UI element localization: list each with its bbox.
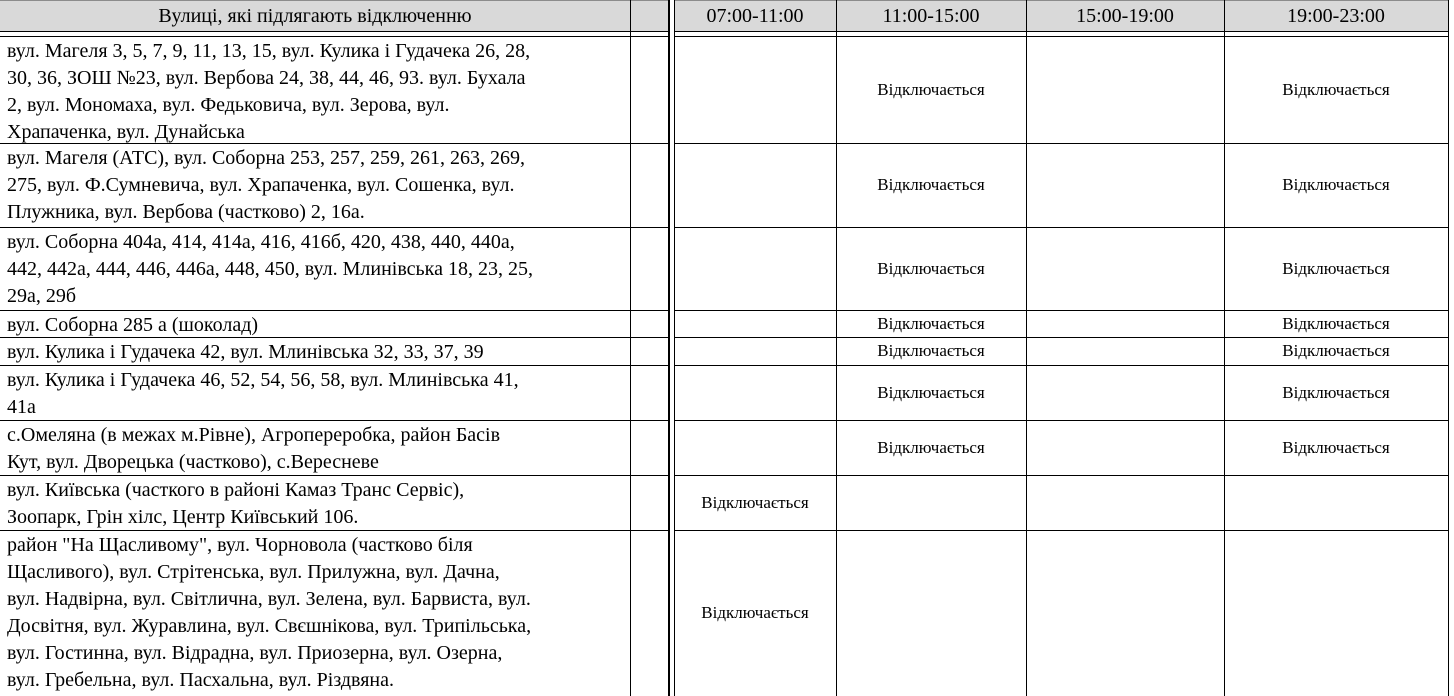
address-line: 41а xyxy=(7,396,36,418)
row-slot-4-status xyxy=(1224,530,1448,696)
row-separator xyxy=(0,227,669,228)
row-separator xyxy=(0,420,669,421)
header-slot-1: 07:00-11:00 xyxy=(674,0,836,31)
address-line: вул. Магеля 3, 5, 7, 9, 11, 13, 15, вул. Кулика і Гудачека 26, 28, xyxy=(7,40,531,62)
row-slot-4-status: Відключається xyxy=(1282,382,1390,402)
header-bottom-border xyxy=(674,31,1448,32)
row-separator xyxy=(674,36,1448,37)
address-line: Кут, вул. Дворецька (частково), с.Вересневе xyxy=(7,451,379,473)
row-slot-4-status: Відключається xyxy=(1282,175,1390,194)
row-address xyxy=(0,337,630,365)
row-slot-2-status: Відключається xyxy=(877,341,985,360)
row-separator xyxy=(674,530,1448,531)
header-slot-3: 15:00-19:00 xyxy=(1026,0,1224,31)
row-slot-2-status: Відключається xyxy=(877,382,985,402)
row-slot-2-status: Відключається xyxy=(877,313,985,333)
row-slot-1-status xyxy=(674,36,836,143)
row-slot-2-status: Відключається xyxy=(877,175,985,194)
row-address xyxy=(0,227,630,310)
row-slot-3-status xyxy=(1026,143,1224,227)
row-slot-1-status xyxy=(674,420,836,475)
address-line: Щасливого), вул. Стрітенська, вул. Прилужна, вул. Дачна, xyxy=(7,561,500,583)
row-separator xyxy=(674,420,1448,421)
address-line: Храпаченка, вул. Дунайська xyxy=(7,121,245,143)
row-slot-1-status xyxy=(674,310,836,337)
row-slot-2-status: Відключається xyxy=(877,258,985,278)
row-slot-4-status: Відключається xyxy=(1282,258,1390,278)
row-slot-4-status: Відключається xyxy=(1282,313,1390,333)
row-separator xyxy=(674,227,1448,228)
row-address xyxy=(0,420,630,475)
row-slot-1-status: Відключається xyxy=(701,603,809,622)
header-slot-4: 19:00-23:00 xyxy=(1224,0,1448,31)
address-line: с.Омеляна (в межах м.Рівне), Агропереробка, район Басів xyxy=(7,424,501,446)
header-streets: Вулиці, які підлягають відключенню xyxy=(0,0,630,31)
header-slot-2: 11:00-15:00 xyxy=(836,0,1026,31)
row-slot-3-status xyxy=(1026,530,1224,696)
row-slot-1-status xyxy=(674,365,836,420)
column-separator xyxy=(1224,0,1225,696)
row-separator xyxy=(0,36,669,37)
address-line: вул. Кулика і Гудачека 42, вул. Млинівська 32, 33, 37, 39 xyxy=(7,341,484,363)
row-separator xyxy=(674,365,1448,366)
address-line: 30, 36, ЗОШ №23, вул. Вербова 24, 38, 44, 46, 93. вул. Бухала xyxy=(7,67,526,89)
column-separator xyxy=(630,0,631,696)
row-slot-4-status: Відключається xyxy=(1282,437,1390,457)
header-top-border xyxy=(0,0,669,1)
row-separator xyxy=(674,143,1448,144)
row-separator xyxy=(0,530,669,531)
row-separator xyxy=(674,475,1448,476)
row-slot-2-status xyxy=(836,530,1026,696)
row-separator xyxy=(0,143,669,144)
row-slot-2-status: Відключається xyxy=(877,437,985,457)
row-separator xyxy=(674,337,1448,338)
row-slot-3-status xyxy=(1026,310,1224,337)
address-line: Плужника, вул. Вербова (частково) 2, 16а. xyxy=(7,201,365,223)
row-slot-1-status: Відключається xyxy=(701,492,809,512)
row-slot-3-status xyxy=(1026,365,1224,420)
column-separator xyxy=(1026,0,1027,696)
address-line: район "На Щасливому", вул. Чорновола (частково біля xyxy=(7,534,473,556)
row-separator xyxy=(674,310,1448,311)
column-separator xyxy=(836,0,837,696)
row-address xyxy=(0,530,630,696)
address-line: вул. Гребельна, вул. Пасхальна, вул. Різдвяна. xyxy=(7,669,394,691)
row-separator xyxy=(0,475,669,476)
address-line: Досвітня, вул. Журавлина, вул. Свєшнікова, вул. Трипільська, xyxy=(7,615,532,637)
address-line: 2, вул. Мономаха, вул. Федьковича, вул. Зерова, вул. xyxy=(7,94,450,116)
address-line: вул. Соборна 285 а (шоколад) xyxy=(7,314,259,336)
row-separator xyxy=(0,310,669,311)
row-address xyxy=(0,310,630,337)
row-address xyxy=(0,475,630,530)
address-line: 275, вул. Ф.Сумневича, вул. Храпаченка, вул. Сошенка, вул. xyxy=(7,174,515,196)
header-top-border xyxy=(674,0,1448,1)
address-line: вул. Київська (часткого в районі Камаз Транс Сервіс), xyxy=(7,479,465,501)
frozen-pane-divider xyxy=(668,0,670,696)
address-line: 29а, 29б xyxy=(7,285,77,307)
address-line: вул. Кулика і Гудачека 46, 52, 54, 56, 58, вул. Млинівська 41, xyxy=(7,369,519,391)
address-line: вул. Соборна 404а, 414, 414а, 416, 416б, 420, 438, 440, 440а, xyxy=(7,231,515,253)
row-slot-3-status xyxy=(1026,227,1224,310)
address-line: вул. Гостинна, вул. Відрадна, вул. Приозерна, вул. Озерна, xyxy=(7,642,503,664)
row-slot-1-status xyxy=(674,337,836,365)
row-slot-4-status: Відключається xyxy=(1282,341,1390,360)
row-slot-3-status xyxy=(1026,36,1224,143)
row-slot-4-status xyxy=(1224,475,1448,530)
row-slot-3-status xyxy=(1026,337,1224,365)
row-slot-3-status xyxy=(1026,420,1224,475)
row-address xyxy=(0,36,630,143)
column-separator xyxy=(674,0,675,696)
column-separator xyxy=(1448,0,1449,696)
row-slot-3-status xyxy=(1026,475,1224,530)
address-line: 442, 442а, 444, 446, 446а, 448, 450, вул. Млинівська 18, 23, 25, xyxy=(7,258,533,280)
address-line: вул. Надвірна, вул. Світлична, вул. Зелена, вул. Барвиста, вул. xyxy=(7,588,531,610)
row-slot-1-status xyxy=(674,143,836,227)
row-address xyxy=(0,365,630,420)
row-slot-2-status: Відключається xyxy=(877,79,985,99)
row-slot-2-status xyxy=(836,475,1026,530)
row-slot-4-status: Відключається xyxy=(1282,79,1390,99)
row-slot-1-status xyxy=(674,227,836,310)
header-bottom-border xyxy=(0,31,669,32)
address-line: вул. Магеля (АТС), вул. Соборна 253, 257, 259, 261, 263, 269, xyxy=(7,147,526,169)
row-separator xyxy=(0,365,669,366)
row-address xyxy=(0,143,630,227)
header-blank xyxy=(630,0,669,31)
row-separator xyxy=(0,337,669,338)
address-line: Зоопарк, Грін хілс, Центр Київський 106. xyxy=(7,506,359,528)
